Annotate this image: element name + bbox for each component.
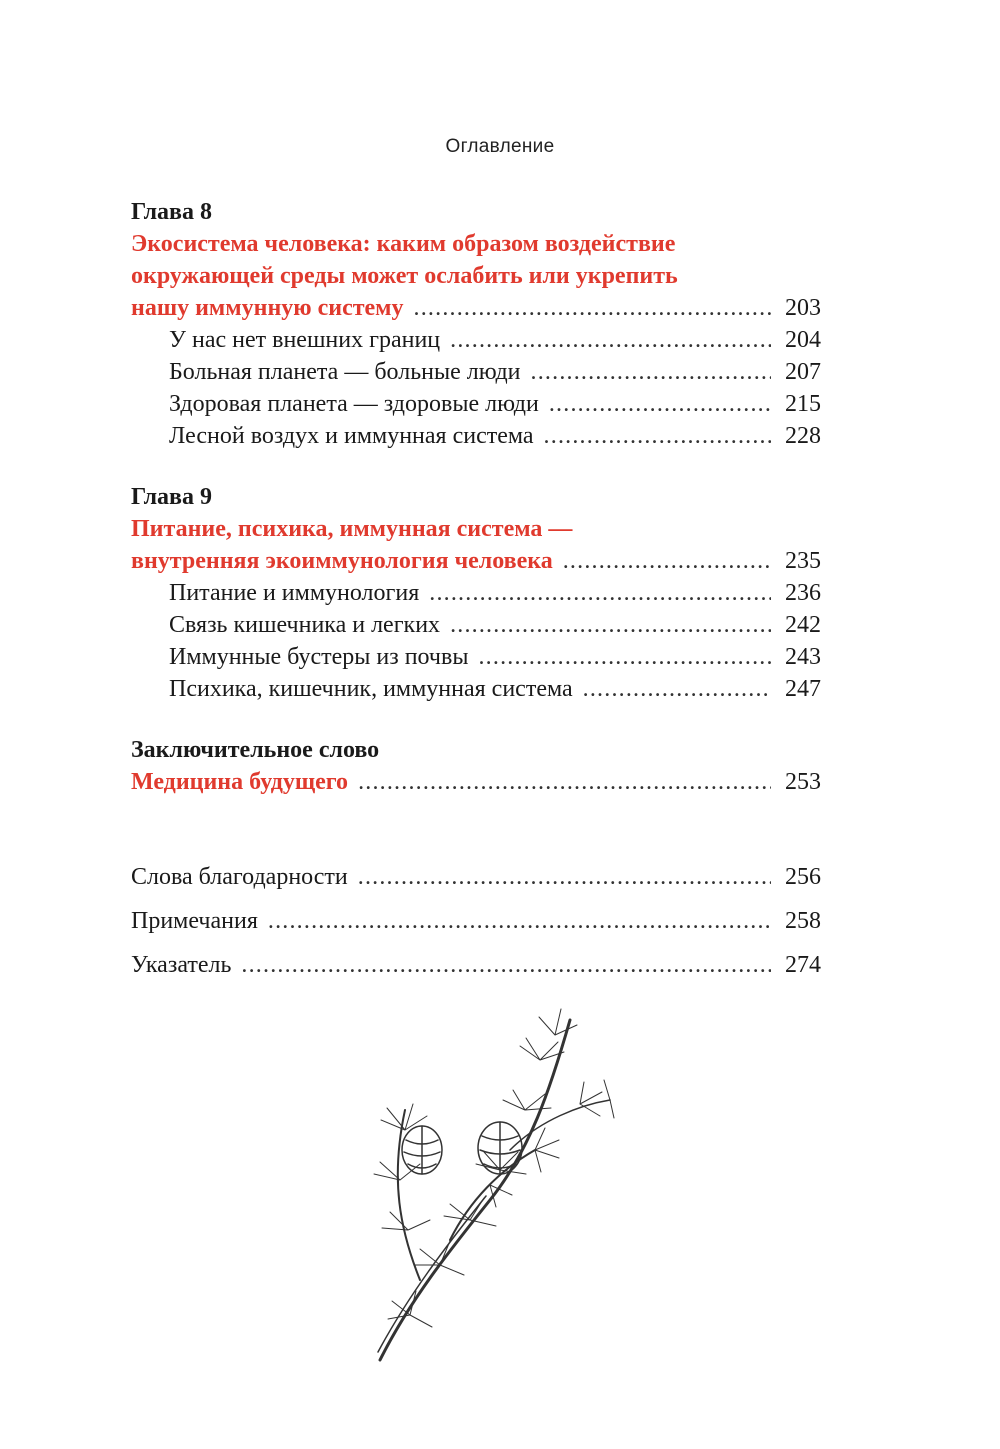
toc-entry[interactable] <box>131 899 821 943</box>
leader-dots <box>268 899 771 943</box>
back-matter-title: Указатель <box>131 952 232 978</box>
toc-chapter-8 <box>131 196 821 452</box>
chapter-title-line: окружающей среды может ослабить или укрепить <box>131 263 678 289</box>
toc-entry[interactable] <box>131 943 821 987</box>
page-number: 256 <box>785 864 821 890</box>
conclusion-label: Заключительное слово <box>131 737 380 763</box>
chapter-label: Глава 8 <box>131 199 212 225</box>
toc-entry[interactable] <box>131 673 821 705</box>
page-number: 235 <box>785 548 821 574</box>
toc-entry[interactable] <box>131 855 821 899</box>
page-number: 242 <box>785 612 821 638</box>
toc-entry[interactable] <box>131 609 821 641</box>
section-title: Питание и иммунология <box>169 580 420 606</box>
chapter-title-last-line: нашу иммунную систему <box>131 295 404 321</box>
page-number: 253 <box>785 769 821 795</box>
page-number: 258 <box>785 908 821 934</box>
leader-dots <box>414 292 771 324</box>
toc-conclusion <box>131 734 821 798</box>
larch-branch-icon <box>360 1000 620 1370</box>
leader-dots <box>583 673 771 705</box>
leader-dots <box>241 943 771 987</box>
section-title: Иммунные бустеры из почвы <box>169 644 469 670</box>
leader-dots <box>450 324 771 356</box>
leader-dots <box>531 356 771 388</box>
leader-dots <box>563 545 771 577</box>
toc-chapter-9 <box>131 481 821 705</box>
toc-entry[interactable] <box>131 420 821 452</box>
page-number: 243 <box>785 644 821 670</box>
page-number: 236 <box>785 580 821 606</box>
page-number: 207 <box>785 359 821 385</box>
section-title: Здоровая планета — здоровые люди <box>169 391 539 417</box>
chapter-title-last-line: внутренняя экоиммунология человека <box>131 548 553 574</box>
section-title: Психика, кишечник, иммунная система <box>169 676 573 702</box>
back-matter-title: Примечания <box>131 908 258 934</box>
chapter-label: Глава 9 <box>131 484 212 510</box>
toc-entry-chapter-9[interactable] <box>131 545 821 577</box>
toc-entry[interactable] <box>131 577 821 609</box>
leader-dots <box>450 609 771 641</box>
page-number: 203 <box>785 295 821 321</box>
section-title: Связь кишечника и легких <box>169 612 441 638</box>
back-matter-title: Слова благодарности <box>131 864 348 890</box>
toc-back-matter <box>131 855 821 987</box>
section-title: Лесной воздух и иммунная система <box>169 423 534 449</box>
toc-entry-chapter-8[interactable] <box>131 292 821 324</box>
toc-entry[interactable] <box>131 324 821 356</box>
conclusion-title: Медицина будущего <box>131 769 349 795</box>
chapter-title-line: Экосистема человека: каким образом воздействие <box>131 231 676 257</box>
page-number: 228 <box>785 423 821 449</box>
leader-dots <box>478 641 771 673</box>
section-title: У нас нет внешних границ <box>169 327 441 353</box>
toc-entry-conclusion[interactable] <box>131 766 821 798</box>
page-number: 274 <box>785 952 821 978</box>
leader-dots <box>429 577 771 609</box>
page-number: 215 <box>785 391 821 417</box>
leader-dots <box>549 388 771 420</box>
leader-dots <box>544 420 771 452</box>
section-title: Больная планета — больные люди <box>169 359 521 385</box>
leader-dots <box>358 766 771 798</box>
toc-entry[interactable] <box>131 356 821 388</box>
page-number: 247 <box>785 676 821 702</box>
toc-entry[interactable] <box>131 388 821 420</box>
leader-dots <box>358 855 771 899</box>
running-head-title: Оглавление <box>445 136 555 157</box>
chapter-title-line: Питание, психика, иммунная система — <box>131 516 573 542</box>
page-number: 204 <box>785 327 821 353</box>
toc-entry[interactable] <box>131 641 821 673</box>
